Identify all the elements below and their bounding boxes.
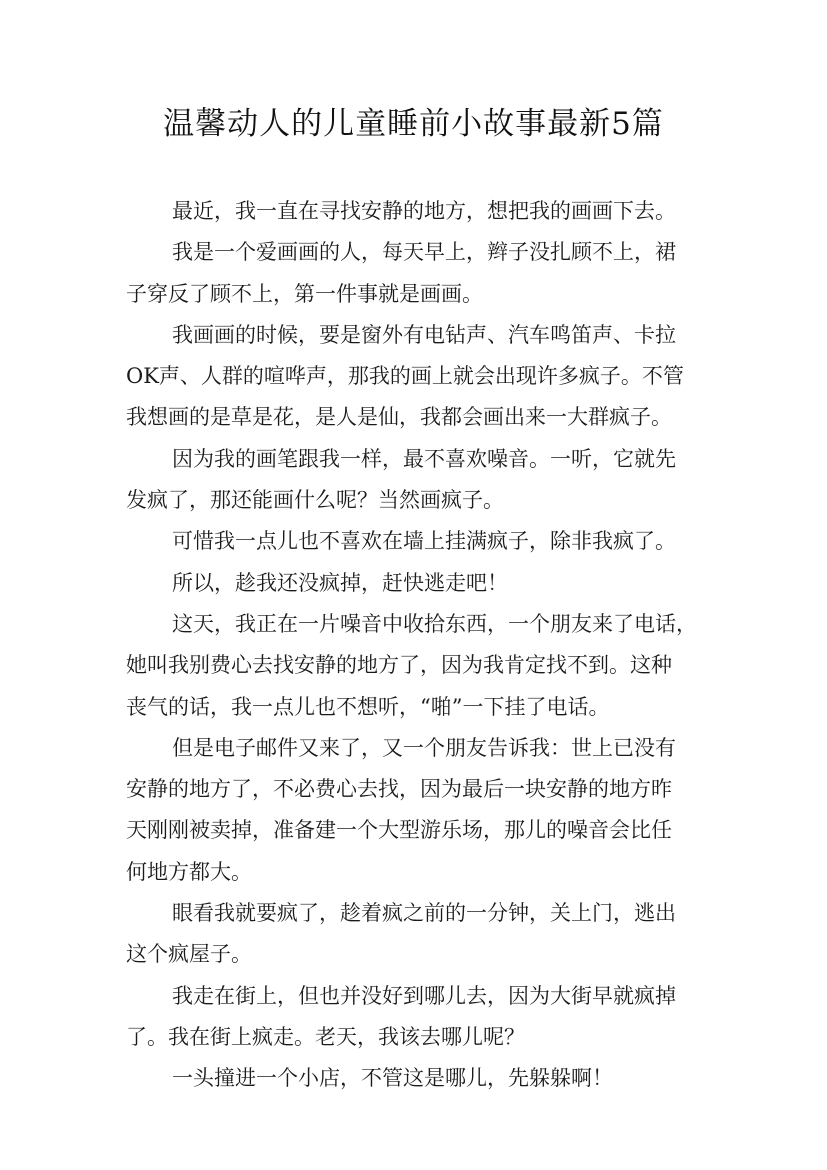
text-line: OK声、人群的喧哗声，那我的画上就会出现许多疯子。不管: [126, 364, 684, 389]
text-line: 安静的地方了，不必费心去找，因为最后一块安静的地方昨: [126, 777, 672, 802]
text-line: 因为我的画笔跟我一样，最不喜欢噪音。一听，它就先: [172, 446, 676, 471]
text-line: 最近，我一直在寻找安静的地方，想把我的画画下去。: [172, 199, 676, 223]
text-line: 眼看我就要疯了，趁着疯之前的一分钟，关上门，逃出: [172, 901, 676, 926]
text-line: 了。我在街上疯走。老天，我该去哪儿呢？: [126, 1024, 525, 1049]
text-line: 她叫我别费心去找安静的地方了，因为我肯定找不到。这种: [126, 653, 672, 678]
text-line: 何地方都大。: [126, 859, 252, 884]
text-line: 所以，趁我还没疯掉，赶快逃走吧！: [172, 570, 508, 595]
text-line: 但是电子邮件又来了，又一个朋友告诉我：世上已没有: [172, 735, 676, 760]
text-line: 一头撞进一个小店，不管这是哪儿，先躲躲啊！: [172, 1066, 613, 1091]
text-line: 丧气的话，我一点儿也不想听，“啪”一下挂了电话。: [126, 694, 610, 719]
text-line: 我走在街上，但也并没好到哪儿去，因为大街早就疯掉: [172, 983, 676, 1008]
document-title: 温馨动人的儿童睡前小故事最新5篇: [163, 106, 664, 142]
text-line: 我是一个爱画画的人，每天早上，辫子没扎顾不上，裙: [172, 240, 676, 265]
text-line: 我画画的时候，要是窗外有电钻声、汽车鸣笛声、卡拉: [172, 322, 676, 347]
story-body: [126, 191, 716, 1100]
text-line: 发疯了，那还能画什么呢？当然画疯子。: [126, 488, 504, 513]
text-line: 这个疯屋子。: [126, 942, 252, 967]
text-line: 这天，我正在一片噪音中收拾东西，一个朋友来了电话，: [172, 611, 697, 636]
text-line: 天刚刚被卖掉，准备建一个大型游乐场，那儿的噪音会比任: [126, 818, 672, 843]
text-line: 子穿反了顾不上，第一件事就是画画。: [126, 281, 483, 306]
text-line: 我想画的是草是花，是人是仙，我都会画出来一大群疯子。: [126, 405, 672, 430]
story-lines: [126, 191, 716, 1100]
text-line: 可惜我一点儿也不喜欢在墙上挂满疯子，除非我疯了。: [172, 529, 676, 554]
